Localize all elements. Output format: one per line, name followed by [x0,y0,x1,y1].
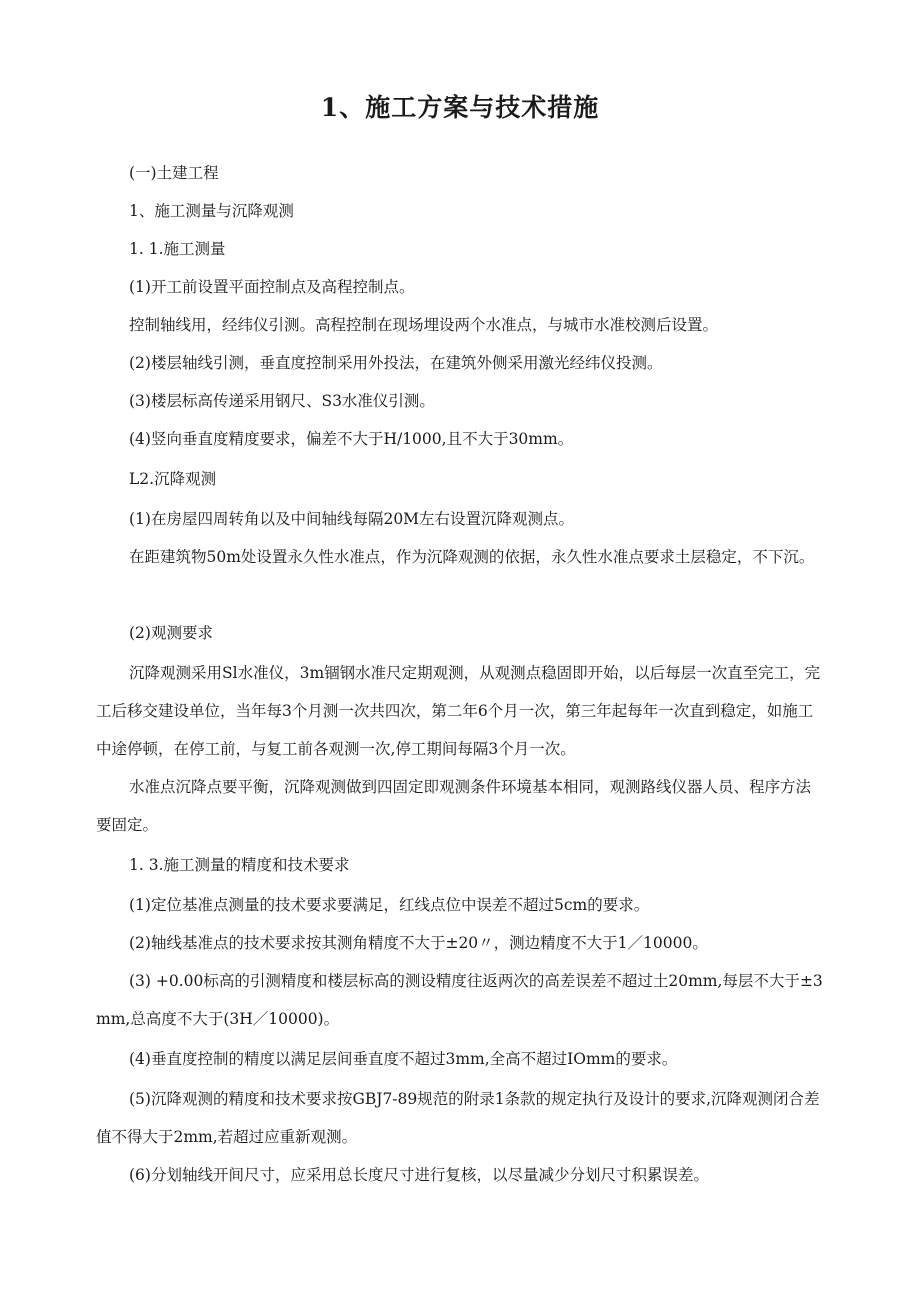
page-title: 1、施工方案与技术措施 [320,93,600,122]
paragraph: (5)沉降观测的精度和技术要求按GBJ7-89规范的附录1条款的规定执行及设计的要求,沉降观测闭合差值不得大于2mm,若超过应重新观测。 [96,1090,820,1146]
paragraph: (1)在房屋四周转角以及中间轴线每隔20M左右设置沉降观测点。 [129,510,575,528]
paragraph: (3)楼层标高传递采用钢尺、S3水准仪引测。 [129,392,435,410]
section-heading-civil: (一)土建工程 [129,164,219,182]
subsection-heading-1-3: 1. 3.施工测量的精度和技术要求 [129,856,350,874]
paragraph: (2)观测要求 [129,624,213,642]
paragraph: 水准点沉降点要平衡，沉降观测做到四固定即观测条件环境基本相同，观测路线仪器人员、程序方法要固定。 [96,778,812,834]
paragraph: (4)垂直度控制的精度以满足层间垂直度不超过3mm,全高不超过IOmm的要求。 [129,1050,678,1068]
paragraph: (3) +0.00标高的引测精度和楼层标高的测设精度往返两次的高差误差不超过土20mm,每层不大于±3mm,总高度不大于(3H／10000)。 [96,972,823,1028]
paragraph: 控制轴线用，经纬仪引测。高程控制在现场埋设两个水准点，与城市水准校测后设置。 [129,316,719,334]
paragraph: (1)定位基准点测量的技术要求要满足，红线点位中误差不超过5cm的要求。 [129,896,650,914]
paragraph: (1)开工前设置平面控制点及高程控制点。 [129,278,415,296]
subsection-heading-survey: 1、施工测量与沉降观测 [129,202,294,220]
paragraph: 在距建筑物50m处设置永久性水准点，作为沉降观测的依据，永久性水准点要求土层稳定，不下沉。 [129,548,815,566]
subsection-heading-1-1: 1. 1.施工测量 [129,240,226,258]
paragraph: 沉降观测采用Sl水准仪，3m锢钢水准尺定期观测，从观测点稳固即开始，以后每层一次直至完工，完工后移交建设单位，当年每3个月测一次共四次，第二年6个月一次，第三年起每年一次直到稳定，如施工中途停顿，在停工前，与复工前各观测一次,停工期间每隔3个月一次。 [96,664,821,758]
paragraph: (2)楼层轴线引测，垂直度控制采用外投法，在建筑外侧采用激光经纬仪投测。 [129,354,663,372]
paragraph: (4)竖向垂直度精度要求，偏差不大于H/1000,且不大于30mm。 [129,430,574,448]
paragraph: (2)轴线基准点的技术要求按其测角精度不大于±20〃，测边精度不大于1／10000。 [129,934,708,952]
subsection-heading-1-2: L2.沉降观测 [129,470,217,488]
paragraph: (6)分划轴线开间尺寸，应采用总长度尺寸进行复核，以尽量减少分划尺寸积累误差。 [129,1166,709,1184]
